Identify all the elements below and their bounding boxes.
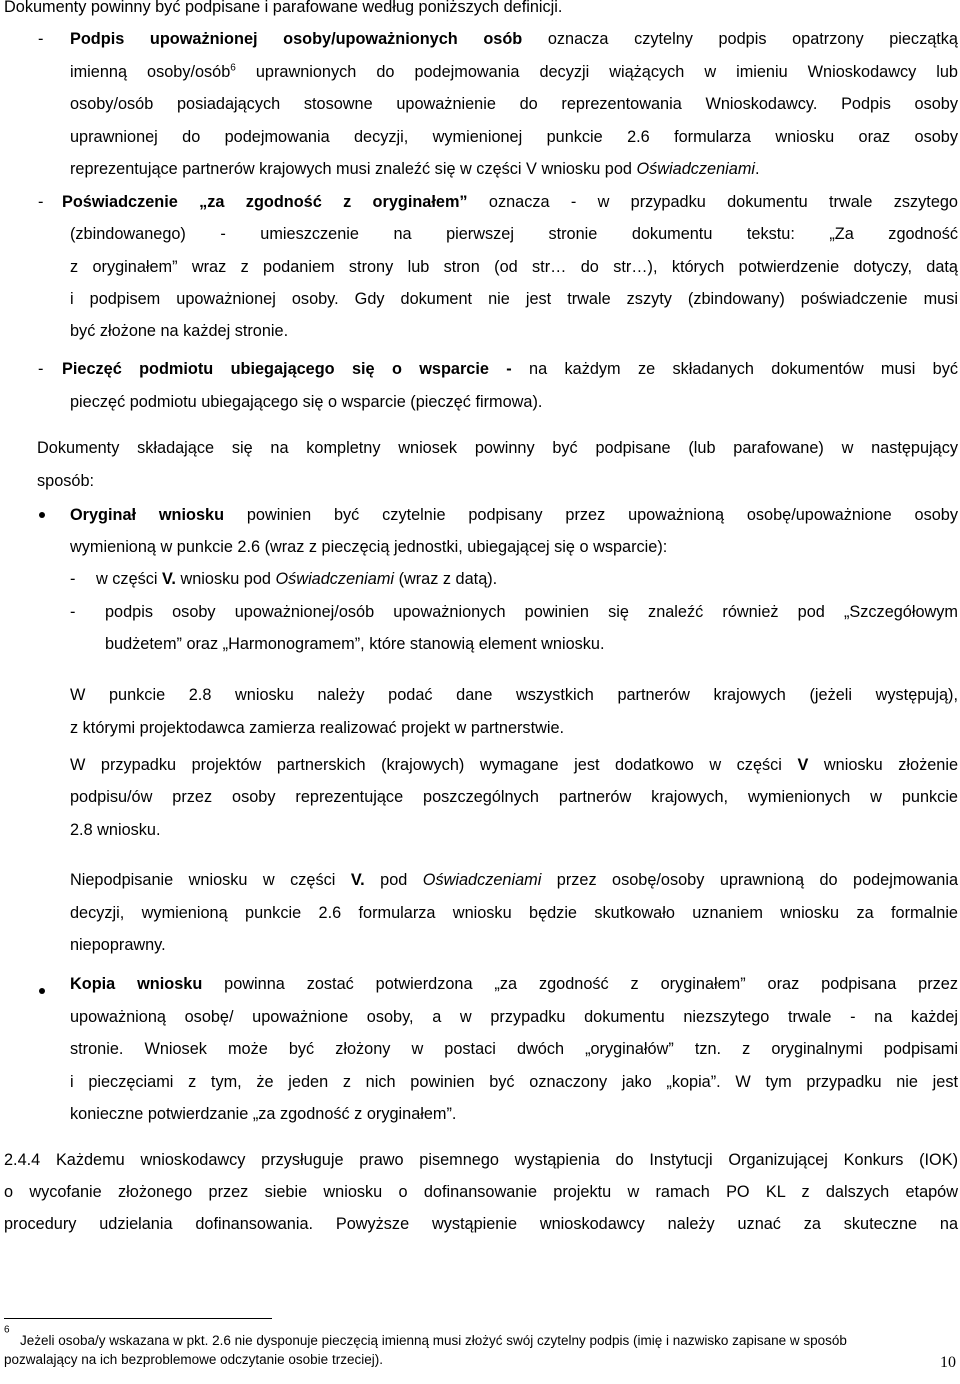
para2-line2: sposób: <box>37 472 95 490</box>
footnote-line1: Jeżeli osoba/y wskazana w pkt. 2.6 nie dysponuje pieczęcią imienną musi złożyć swój czytelny podpis (imię i nazwisko zapisane w sposób <box>20 1333 847 1348</box>
para3-line1: W punkcie 2.8 wniosku należy podać dane wszystkich partnerów krajowych (jeżeli występują), <box>70 686 958 704</box>
bullet1-sub2-line1: podpis osoby upoważnionej/osób upoważnionych powinien się znaleźć również pod „Szczegółowym <box>105 603 958 621</box>
bullet1-term: Oryginał wniosku <box>70 506 225 524</box>
footnote-line2: pozwalający na ich bezproblemowe odczytanie osobie trzeciej). <box>4 1352 383 1367</box>
dash-marker: - <box>38 30 44 48</box>
bullet-marker <box>39 512 45 518</box>
bullet1-sub2-line2: budżetem” oraz „Harmonogramem”, które stanowią element wniosku. <box>105 635 605 653</box>
page-number: 10 <box>940 1354 956 1371</box>
bullet1-sub1: w części V. wniosku pod Oświadczeniami (wraz z datą). <box>96 570 498 588</box>
para3-line2: z którymi projektodawca zamierza realizować projekt w partnerstwie. <box>70 719 565 737</box>
bullet2-term: Kopia wniosku <box>70 975 203 993</box>
footnote-number: 6 <box>4 1324 10 1336</box>
bullet2-line1: Kopia wniosku powinna zostać potwierdzona „za zgodność z oryginałem” oraz podpisana przez <box>70 975 958 993</box>
def3-line1: Pieczęć podmiotu ubiegającego się o wsparcie - na każdym ze składanych dokumentów musi być <box>62 360 958 378</box>
bullet-marker <box>39 988 45 994</box>
def2-line5: być złożone na każdej stronie. <box>70 322 289 340</box>
def3-term: Pieczęć podmiotu ubiegającego się o wsparcie - <box>62 360 512 378</box>
bullet1-line2: wymienioną w punkcie 2.6 (wraz z pieczęcią jednostki, ubiegającej się o wsparcie): <box>70 538 668 556</box>
bullet2-line5: konieczne potwierdzanie „za zgodność z oryginałem”. <box>70 1105 457 1123</box>
def2-line3: z oryginałem” wraz z podaniem strony lub stron (od str… do str…), których potwierdzenie dotyczy, datą <box>70 258 958 276</box>
def1-line2: imienną osoby/osób$^6$ uprawnionych do podejmowania decyzji wiążących w imieniu Wnioskodawcy lub <box>70 62 958 81</box>
def1-line1: Podpis upoważnionej osoby/upoważnionych osób oznacza czytelny podpis opatrzony pieczątką <box>70 30 958 48</box>
para4-line3: 2.8 wniosku. <box>70 821 161 839</box>
footnote-ref: 6 <box>230 62 236 74</box>
def2-line4: i podpisem upoważnionej osoby. Gdy dokument nie jest trwale zszyty (zbindowany) poświadczenie musi <box>70 290 958 308</box>
def1-line4: uprawnionej do podejmowania decyzji, wymienionej punkcie 2.6 formularza wniosku oraz osoby <box>70 128 958 146</box>
def3-line2: pieczęć podmiotu ubiegającego się o wsparcie (pieczęć firmowa). <box>70 393 543 411</box>
def2-term: Poświadczenie „za zgodność z oryginałem” <box>62 193 468 211</box>
section-line1: 2.4.4 Każdemu wnioskodawcy przysługuje prawo pisemnego wystąpienia do Instytucji Organizującej Konkurs (IOK) <box>4 1151 958 1169</box>
dash-marker: - <box>38 193 44 211</box>
para5-line2: decyzji, wymienioną punkcie 2.6 formularza wniosku będzie skutkowało uznaniem wniosku za formalnie <box>70 904 958 922</box>
section-line2: o wycofanie złożonego przez siebie wniosku o dofinansowanie projektu w ramach PO KL z dalszych etapów <box>4 1183 958 1201</box>
para4-line1: W przypadku projektów partnerskich (krajowych) wymagane jest dodatkowo w części V wniosku złożenie <box>70 756 958 774</box>
intro-text: Dokumenty powinny być podpisane i parafowane według poniższych definicji. <box>4 0 563 16</box>
footnote-separator <box>4 1318 272 1319</box>
dash-marker: - <box>70 603 76 621</box>
bullet2-line3: stronie. Wniosek może być złożony w postaci dwóch „oryginałów” tzn. z oryginalnymi podpisami <box>70 1040 958 1058</box>
section-line3: procedury udzielania dofinansowania. Powyższe wystąpienie wnioskodawcy należy uznać za skuteczne na <box>4 1215 958 1233</box>
para4-line2: podpisu/ów przez osoby reprezentujące poszczególnych partnerów krajowych, wymienionych w punkcie <box>70 788 958 806</box>
dash-marker: - <box>70 570 76 588</box>
bullet2-line4: i pieczęciami z tym, że jeden z nich powinien być oznaczony jako „kopia”. W tym przypadku nie jest <box>70 1073 958 1091</box>
bullet1-line1: Oryginał wniosku powinien być czytelnie podpisany przez upoważnioną osobę/upoważnione osoby <box>70 506 958 524</box>
para2-line1: Dokumenty składające się na kompletny wniosek powinny być podpisane (lub parafowane) w następujący <box>37 439 958 457</box>
dash-marker: - <box>38 360 44 378</box>
para5-line1: Niepodpisanie wniosku w części V. pod Oświadczeniami przez osobę/osoby uprawnioną do podejmowania <box>70 871 959 889</box>
def2-line2: (zbindowanego) - umieszczenie na pierwszej stronie dokumentu tekstu: „Za zgodność <box>70 225 958 243</box>
def1-term: Podpis upoważnionej osoby/upoważnionych osób <box>70 30 523 48</box>
def2-line1: Poświadczenie „za zgodność z oryginałem” oznacza - w przypadku dokumentu trwale zszytego <box>62 193 958 211</box>
bullet2-line2: upoważnioną osobę/ upoważnione osoby, a w przypadku dokumentu niezszytego trwale - na każdej <box>70 1008 958 1026</box>
para5-line3: niepoprawny. <box>70 936 166 954</box>
def1-line5: reprezentujące partnerów krajowych musi znaleźć się w części V wniosku pod Oświadczeniami. <box>70 160 760 178</box>
def1-line3: osoby/osób posiadających stosowne upoważnienie do reprezentowania Wnioskodawcy. Podpis osoby <box>70 95 958 113</box>
